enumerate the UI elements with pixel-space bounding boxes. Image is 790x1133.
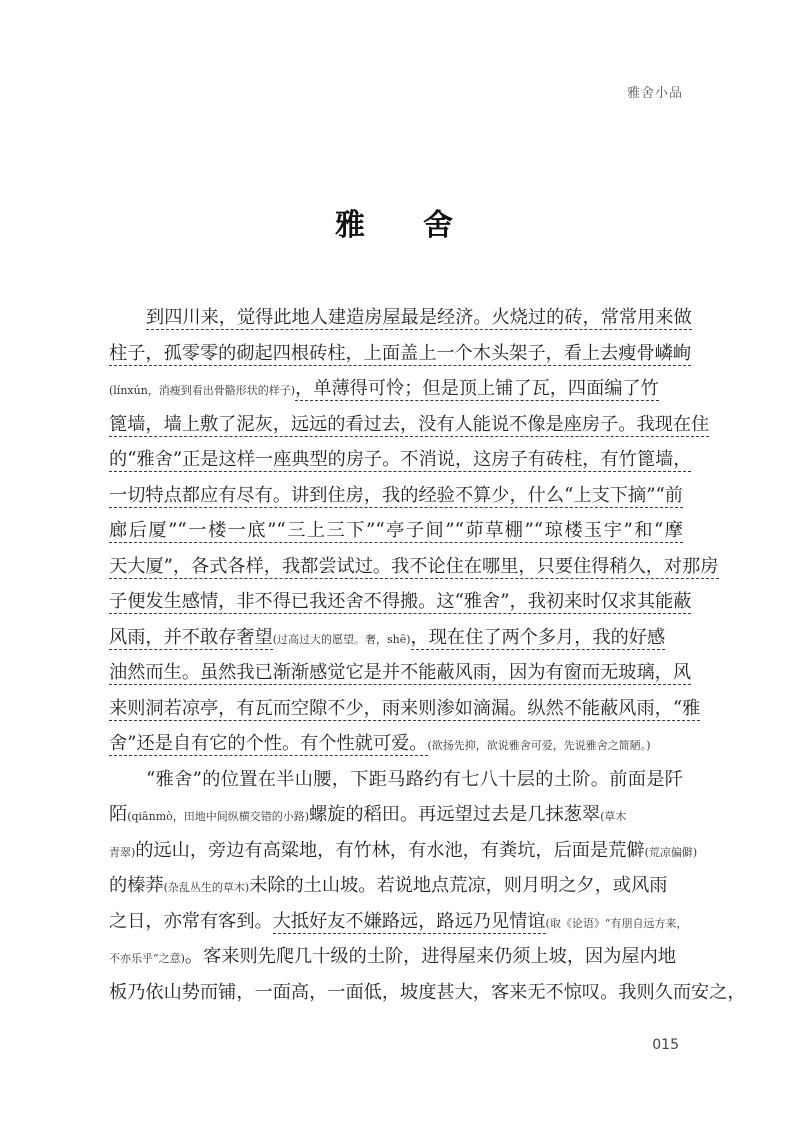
annotation-note: 青翠) <box>109 845 136 859</box>
text-line <box>109 620 683 656</box>
underlined-text: ，现在住了两个多月，我的好感 <box>410 626 666 648</box>
underlined-text: 柱子，孤零零的砌起四根砖柱，上面盖上一个木头架子，看上去瘦骨嶙峋 <box>109 342 692 364</box>
text-line <box>109 939 683 975</box>
text-line <box>109 549 719 585</box>
underlined-text: 来则洞若凉亭，有瓦而空隙不少，雨来则渗如滴漏。纵然不能蔽风雨，“雅 <box>109 697 701 719</box>
annotation-note: (杂乱丛生的草木) <box>163 881 250 894</box>
text-line <box>109 868 683 904</box>
underlined-text: 舍”还是自有它的个性。有个性就可爱。 <box>109 733 428 754</box>
title-char-2: 舍 <box>423 208 455 243</box>
underlined-text: 到四川来，觉得此地人建造房屋最是经济。火烧过的砖，常常用来做 <box>146 307 692 328</box>
text-line <box>109 691 701 727</box>
text-line <box>109 833 698 869</box>
text-run: 。客来则先爬几十级的土阶，进得屋来仍须上坡，因为屋内地 <box>184 946 676 967</box>
text-run: 的远山，旁边有高粱地，有竹林，有水池，有粪坑，后面是荒僻 <box>135 839 645 861</box>
annotation-note: (取《论语》“有朋自远方来， <box>545 916 688 930</box>
body-text <box>109 300 746 1010</box>
annotation-note: (草木 <box>600 810 627 823</box>
text-run: 的榛莽 <box>109 875 164 896</box>
annotation-note: (qiānmò，田地中间纵横交错的小路) <box>127 810 310 823</box>
text-line <box>109 371 683 407</box>
text-line <box>109 513 683 549</box>
underlined-text: 一切特点都应有尽有。讲到住房，我的经验不算少，什么“上支下摘”“前 <box>109 484 683 506</box>
text-run: 陌 <box>109 804 128 825</box>
text-run: 板乃依山势而铺，一面高，一面低，坡度甚大，客来无不惊叹。我则久而安之， <box>109 981 746 1003</box>
underlined-text: 的“雅舍”正是这样一座典型的房子。不消说，这房子有砖柱，有竹篦墙， <box>109 449 692 470</box>
page-number: 015 <box>652 1037 679 1053</box>
text-line <box>109 478 683 514</box>
text-line <box>109 726 683 762</box>
text-run: 螺旋的稻田。再远望过去是几抹葱翠 <box>309 804 601 825</box>
underlined-text: 大抵好友不嫌路远，路远乃见情谊 <box>272 910 546 932</box>
underlined-text: ，单薄得可怜；但是顶上铺了瓦，四面编了竹 <box>295 378 659 399</box>
running-header: 雅舍小品 <box>626 86 683 101</box>
annotation-note: (荒凉偏僻) <box>644 845 698 859</box>
text-line <box>109 762 683 798</box>
title-char-1: 雅 <box>335 208 367 243</box>
underlined-text: 天大厦”，各式各样，我都尝试过。我不论住在哪里，只要住得稍久，对那房 <box>109 555 719 577</box>
annotation-note: (línxún，消瘦到看出骨骼形状的样子) <box>109 384 296 397</box>
text-line <box>109 442 692 478</box>
text-line <box>109 655 692 691</box>
text-line <box>109 407 710 443</box>
text-line <box>109 584 692 620</box>
annotation-note: (欲扬先抑，欲说雅舍可爱，先说雅舍之简陋。) <box>427 739 651 752</box>
chapter-title <box>0 200 790 244</box>
text-run: “雅舍”的位置在半山腰，下距马路约有七八十层的土阶。前面是阡 <box>146 768 683 790</box>
underlined-text: 子便发生感情，非不得已我还舍不得搬。这“雅舍”，我初来时仅求其能蔽 <box>109 591 692 612</box>
text-line <box>109 300 692 336</box>
text-line <box>109 797 683 833</box>
text-line <box>109 904 688 940</box>
text-run: 未除的土山坡。若说地点荒凉，则月明之夕，或风雨 <box>249 875 668 896</box>
underlined-text: 篦墙，墙上敷了泥灰，远远的看过去，没有人能说不像是座房子。我现在住 <box>109 413 710 435</box>
text-line <box>109 336 692 372</box>
text-run: 之日，亦常有客到。 <box>109 910 273 932</box>
underlined-text: 风雨，并不敢存奢望 <box>109 626 273 648</box>
text-line <box>109 975 746 1011</box>
underlined-text: 油然而生。虽然我已渐渐感觉它是并不能蔽风雨，因为有窗而无玻璃，风 <box>109 662 692 683</box>
annotation-note: 不亦乐乎”之意) <box>109 952 185 965</box>
underlined-text: 廊后厦”“一楼一底”“三上三下”“亭子间”“茆草棚”“琼楼玉宇”和“摩 <box>109 520 683 541</box>
annotation-note: (过高过大的愿望。奢，shē) <box>272 632 411 646</box>
